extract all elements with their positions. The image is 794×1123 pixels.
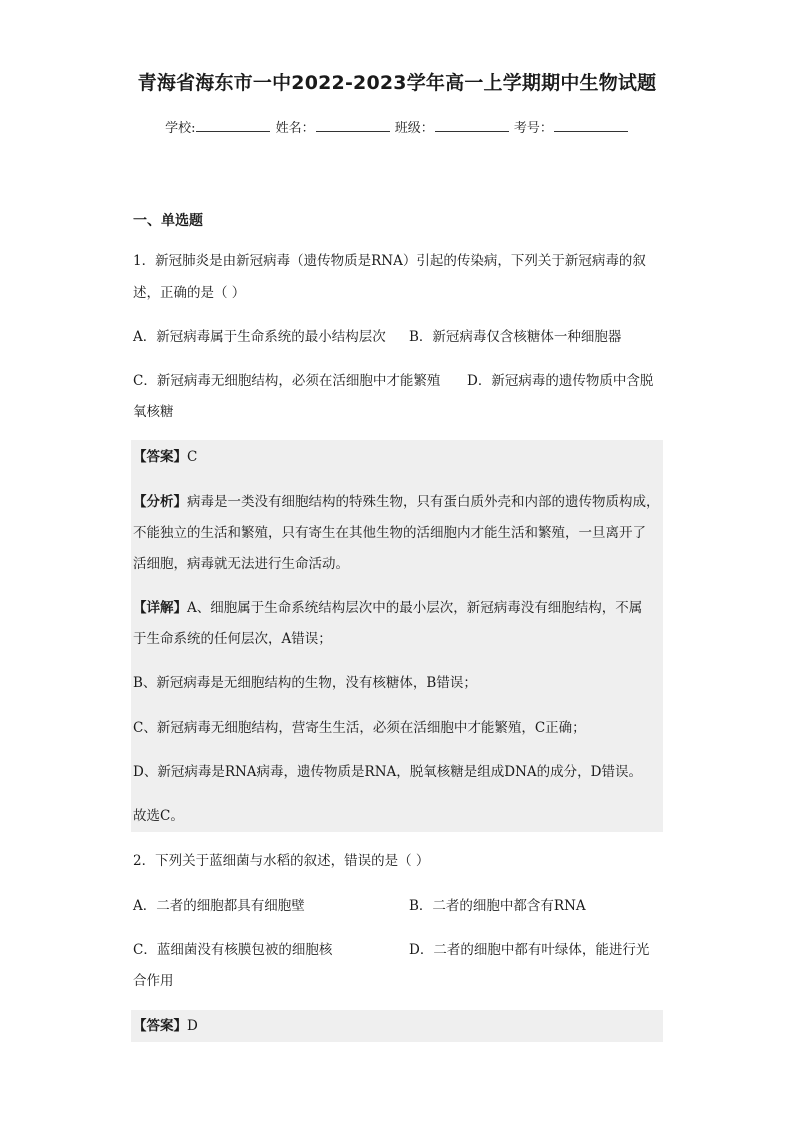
q2-option-d: D．二者的细胞中都有叶绿体，能进行光 — [409, 942, 650, 958]
school-blank[interactable] — [196, 119, 270, 132]
name-label: 姓名： — [275, 121, 315, 136]
q2-answer — [133, 1011, 663, 1041]
q1-stem-line1: 1．新冠肺炎是由新冠病毒（遗传物质是RNA）引起的传染病，下列关于新冠病毒的叙 — [133, 253, 646, 269]
section-heading: 一、单选题 — [133, 213, 203, 229]
detail-text: A、细胞属于生命系统结构层次中的最小层次，新冠病毒没有细胞结构，不属 — [187, 600, 643, 616]
q1-detail-c: C、新冠病毒无细胞结构，营寄生生活，必须在活细胞中才能繁殖，C正确； — [133, 720, 586, 736]
q1-option-d: D．新冠病毒的遗传物质中含脱 — [467, 373, 654, 389]
q1-detail-d: D、新冠病毒是RNA病毒，遗传物质是RNA，脱氧核糖是组成DNA的成分，D错误。 — [133, 764, 642, 780]
q2-option-a: A．二者的细胞都具有细胞壁 — [133, 898, 305, 914]
detail-tag: 【详解】 — [133, 600, 187, 616]
answer-value: C — [187, 449, 198, 465]
analysis-text: 病毒是一类没有细胞结构的特殊生物，只有蛋白质外壳和内部的遗传物质构成， — [187, 494, 660, 510]
q2-stem: 2．下列关于蓝细菌与水稻的叙述，错误的是（ ） — [133, 853, 430, 869]
q1-answer — [133, 442, 663, 472]
q2-option-b: B．二者的细胞中都含有RNA — [409, 898, 586, 914]
answer-value: D — [187, 1018, 198, 1034]
q1-option-b: B．新冠病毒仅含核糖体一种细胞器 — [409, 329, 622, 345]
q1-option-c: C．新冠病毒无细胞结构，必须在活细胞中才能繁殖 — [133, 373, 441, 389]
analysis-tag: 【分析】 — [133, 494, 187, 510]
class-blank[interactable] — [435, 119, 509, 132]
q1-detail-line1 — [133, 593, 663, 623]
number-label: 考号： — [513, 121, 553, 136]
q1-detail-b: B、新冠病毒是无细胞结构的生物，没有核糖体，B错误； — [133, 675, 477, 691]
q1-analysis-line3: 活细胞，病毒就无法进行生命活动。 — [133, 556, 349, 572]
answer-tag: 【答案】 — [133, 449, 187, 465]
q2-option-d-cont: 合作用 — [133, 973, 174, 989]
q1-detail-line2: 于生命系统的任何层次，A错误； — [133, 631, 332, 647]
class-label: 班级： — [394, 121, 434, 136]
q2-option-c: C．蓝细菌没有核膜包被的细胞核 — [133, 942, 333, 958]
name-blank[interactable] — [316, 119, 390, 132]
q1-analysis-line1 — [133, 487, 663, 517]
number-blank[interactable] — [554, 119, 628, 132]
page-title: 青海省海东市一中2022-2023学年高一上学期期中生物试题 — [137, 72, 657, 94]
q1-option-a: A．新冠病毒属于生命系统的最小结构层次 — [133, 329, 386, 345]
school-label: 学校: — [165, 121, 196, 136]
student-info-line — [0, 117, 794, 136]
answer-tag: 【答案】 — [133, 1018, 187, 1034]
q1-stem-line2: 述，正确的是（ ） — [133, 285, 246, 301]
q1-option-d-cont: 氧核糖 — [133, 404, 174, 420]
q1-analysis-line2: 不能独立的生活和繁殖，只有寄生在其他生物的活细胞内才能生活和繁殖，一旦离开了 — [133, 525, 646, 541]
q1-conclusion: 故选C。 — [133, 808, 184, 824]
